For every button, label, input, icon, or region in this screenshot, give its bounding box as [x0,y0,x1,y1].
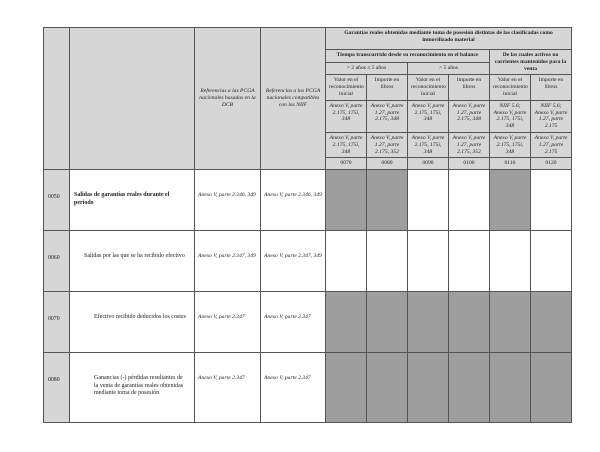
header-col-0120-title [531,75,572,100]
header-col-0070-ref2 [326,132,367,157]
row-label [70,292,195,353]
header-col-0080-ref2-text: Anexo V, parte 1.27, parte 2.175, 352 [370,134,404,155]
row-ref-dcb-text: Anexo V, parte 2.346, 349 [198,192,256,199]
cell-0080 [367,292,408,353]
cell-0100[interactable] [449,231,490,292]
row-code [44,231,70,292]
cell-0090 [408,353,449,423]
col-code-0120 [531,158,572,170]
col-code-0070 [326,158,367,170]
cell-0100[interactable] [449,170,490,231]
row-label-text: Efectivo recibido deducidos los costes [94,314,186,321]
header-col-0110-title [490,75,531,100]
row-code [44,353,70,423]
header-blank-label [70,28,195,170]
header-col-0110-ref2 [490,132,531,157]
row-code-text: 0070 [48,316,60,323]
row-ref-dcb-text: Anexo V, parte 2.347, 349 [198,253,256,260]
row-ref-dcb-text: Anexo V, parte 2.347 [198,314,245,321]
cell-0110 [490,353,531,423]
header-col-0090-ref2-text: Anexo V, parte 2.175, 175i, 348 [411,134,445,155]
cell-0090[interactable] [408,170,449,231]
col-code-0100-text: 0100 [463,160,475,167]
header-col-0110-ref2-text: Anexo V, parte 2.175, 175i, 348 [493,134,527,155]
header-ref-niif-text: Referencias a las PCGA nacionales compatibles con las NIIF [265,88,321,109]
header-col-0070-ref2-text: Anexo V, parte 2.175, 175i, 348 [329,134,363,155]
row-ref-dcb [195,231,261,292]
row-ref-niif-text: Anexo V, parte 2.347 [264,375,311,382]
col-code-0110 [490,158,531,170]
collateral-table [43,27,572,423]
row-code-text: 0060 [48,255,60,262]
col-code-0070-text: 0070 [340,160,352,167]
table-row [44,292,572,353]
header-sub-2-5-text: > 2 años ≤ 5 años [346,65,387,72]
header-col-0100-ref2 [449,132,490,157]
col-code-0100 [449,158,490,170]
header-col-0070-ref [326,100,367,132]
table-row [44,170,572,231]
cell-0120 [531,353,572,423]
cell-0120[interactable] [531,231,572,292]
header-main-title-text: Garantías reales obtenidas mediante toma de posesión distintas de las clasificadas como inmovilizado material [344,30,553,43]
header-group-sale-text: De las cuales activos no corrientes mantenidos para la venta [494,52,567,72]
cell-0100 [449,353,490,423]
header-col-0070-title-text: Valor en el reconocimiento inicial [329,77,364,97]
col-code-0090-text: 0090 [422,160,434,167]
header-group-sale [490,50,572,75]
cell-0120[interactable] [531,170,572,231]
col-code-0090 [408,158,449,170]
header-main-title [326,28,572,50]
cell-0070 [326,353,367,423]
row-label-text: Salidas por las que se ha recibido efectivo [84,253,185,260]
header-col-0100-ref-text: Anexo V, parte 1.27, parte 2.175, 348 [452,102,486,123]
header-col-0090-ref [408,100,449,132]
header-col-0120-ref2-text: Anexo V, parte 1.27, parte 2.175 [534,134,568,155]
col-code-0080-text: 0080 [381,160,393,167]
header-blank-code [44,28,70,170]
row-label [70,353,195,423]
row-ref-niif-text: Anexo V, parte 2.347, 349 [264,253,322,260]
cell-0070 [326,170,367,231]
header-col-0120-ref2 [531,132,572,157]
cell-0110 [490,292,531,353]
row-ref-niif [261,292,326,353]
col-code-0110-text: 0110 [504,160,516,167]
header-ref-dcb-text: Referencias a las PCGA nacionales basadas en la DCB [199,88,256,109]
cell-0070[interactable] [326,231,367,292]
cell-0080 [367,353,408,423]
cell-0080[interactable] [367,231,408,292]
header-group-time [326,50,490,63]
header-col-0090-ref-text: Anexo V, parte 2.175, 175i, 348 [411,102,445,123]
row-ref-dcb-text: Anexo V, parte 2.347 [198,375,245,382]
header-col-0080-ref-text: Anexo V, parte 1.27, parte 2.175, 348 [370,102,404,123]
row-code [44,292,70,353]
cell-0080 [367,170,408,231]
header-col-0080-ref [367,100,408,132]
cell-0110[interactable] [490,231,531,292]
cell-0090 [408,292,449,353]
row-code-text: 0080 [48,377,60,384]
col-code-0120-text: 0120 [545,160,557,167]
header-col-0100-ref [449,100,490,132]
row-ref-niif [261,353,326,423]
table-row [44,231,572,292]
row-label-text: Ganancias (-) pérdidas resultantes de la venta de garantías reales obtenidas mediante toma de posesión [94,375,184,397]
header-col-0090-title-text: Valor en el reconocimiento inicial [411,77,446,97]
header-ref-dcb [195,28,261,170]
header-col-0120-title-text: Importe en libros [538,77,564,91]
header-col-0110-ref [490,100,531,132]
header-col-0090-title [408,75,449,100]
header-sub-5-text: > 5 años [438,65,458,72]
row-label [70,231,195,292]
header-col-0100-title-text: Importe en libros [456,77,482,91]
header-col-0080-title [367,75,408,100]
header-group-time-text: Tiempo transcurrido desde su reconocimiento en el balance [336,52,479,58]
row-ref-niif [261,170,326,231]
header-col-0070-title [326,75,367,100]
row-ref-niif-text: Anexo V, parte 2.346, 349 [264,192,322,199]
header-col-0100-title [449,75,490,100]
row-label [70,170,195,231]
table-row [44,353,572,423]
header-ref-niif [261,28,326,170]
header-col-0110-title-text: Valor en el reconocimiento inicial [493,77,528,97]
header-sub-2-5 [326,63,408,75]
row-ref-dcb [195,170,261,231]
row-code-text: 0050 [48,194,60,201]
header-col-0110-ref-text: NIIF 5.6; Anexo V, parte 2.175, 175i, 348 [493,102,527,130]
row-ref-dcb [195,292,261,353]
row-ref-niif-text: Anexo V, parte 2.347 [264,314,311,321]
header-col-0070-ref-text: Anexo V, parte 2.175, 175i, 348 [329,102,363,123]
cell-0090[interactable] [408,231,449,292]
cell-0110 [490,170,531,231]
row-label-text: Salidas de garantías reales durante el periodo [74,192,170,206]
row-code [44,170,70,231]
row-ref-niif [261,231,326,292]
col-code-0080 [367,158,408,170]
header-col-0120-ref [531,100,572,132]
cell-0100 [449,292,490,353]
header-col-0080-title-text: Importe en libros [374,77,400,91]
header-col-0090-ref2 [408,132,449,157]
header-col-0120-ref-text: NIIF 5.6; Anexo V, parte 1.27, parte 2.175 [534,102,568,130]
cell-0070 [326,292,367,353]
header-col-0100-ref2-text: Anexo V, parte 1.27, parte 2.175, 352 [452,134,486,155]
header-sub-5 [408,63,490,75]
row-ref-dcb [195,353,261,423]
cell-0120 [531,292,572,353]
header-col-0080-ref2 [367,132,408,157]
